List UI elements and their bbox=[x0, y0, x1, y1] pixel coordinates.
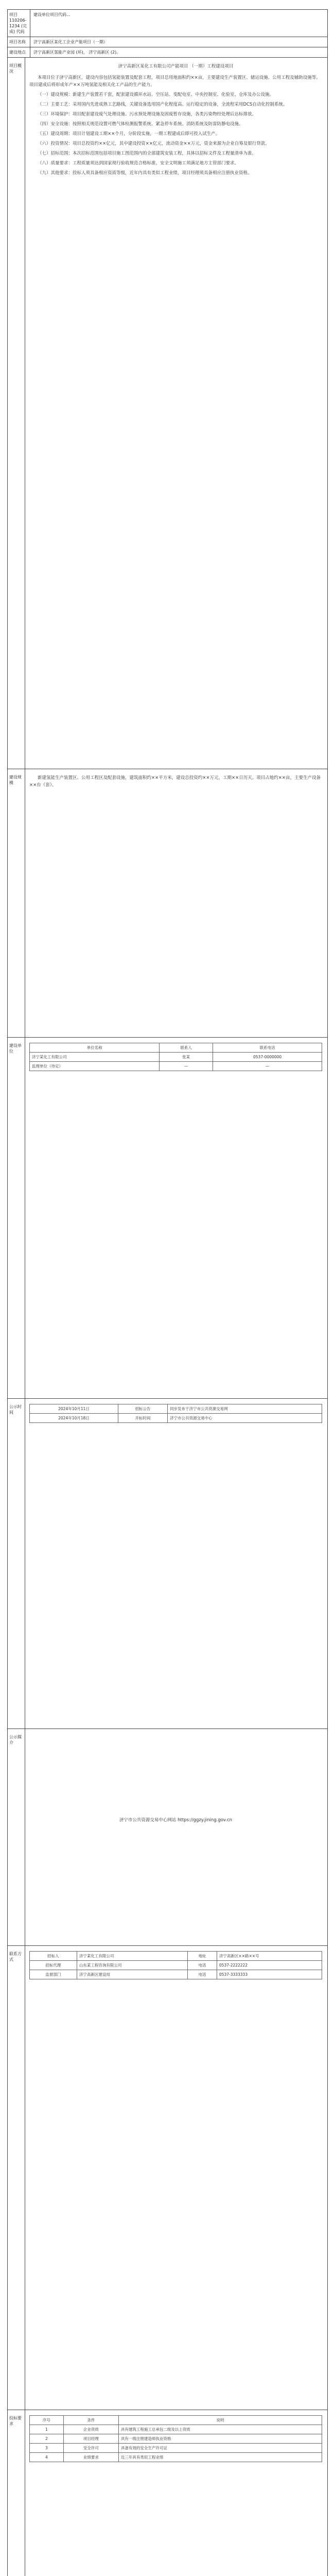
table-cell: 张某 bbox=[160, 1053, 213, 1062]
table-cell: 业绩要求 bbox=[63, 2453, 118, 2462]
table-cell: 同步发布于济宁市公共资源交易网 bbox=[168, 1404, 322, 1414]
table-row bbox=[30, 2434, 322, 2444]
table-row bbox=[30, 1952, 322, 1961]
media-link[interactable]: 济宁市公共资源交易中心网站 https://ggzy.jining.gov.cn bbox=[119, 1818, 233, 1823]
overview-section bbox=[8, 58, 327, 769]
table-cell: 济宁某化工有限公司 bbox=[77, 1952, 188, 1961]
form-table bbox=[7, 9, 328, 2576]
bid-table-header bbox=[30, 2416, 322, 2425]
bid-section bbox=[8, 2410, 327, 2576]
contact-label: 联系方式 bbox=[8, 1946, 25, 2410]
table-row bbox=[30, 1961, 322, 1970]
project-code-label: 项目 110206-1234 (完成) 代码 bbox=[8, 10, 30, 37]
table-cell: — bbox=[213, 1062, 322, 1071]
table-cell: 具有建筑工程施工总承包二级及以上资质 bbox=[118, 2425, 322, 2434]
bid-content bbox=[25, 2410, 327, 2576]
scale-section bbox=[8, 769, 327, 1038]
contact-table bbox=[29, 1951, 322, 1979]
contact-content bbox=[25, 1946, 327, 2410]
table-cell: 电话 bbox=[188, 1961, 217, 1970]
location-label: 建设地点 bbox=[8, 47, 30, 57]
time-table bbox=[29, 1404, 322, 1423]
time-label: 公示时间 bbox=[8, 1399, 25, 1728]
table-row bbox=[30, 1053, 322, 1062]
table-cell: 企业资质 bbox=[63, 2425, 118, 2434]
table-cell: 0537-0000000 bbox=[213, 1053, 322, 1062]
project-code-value: 建设单位项目代码... bbox=[33, 12, 70, 17]
org-table bbox=[29, 1043, 322, 1071]
table-row bbox=[30, 1404, 322, 1414]
table-cell: 济宁高新区××路××号 bbox=[217, 1952, 322, 1961]
table-cell: 4 bbox=[30, 2453, 64, 2462]
media-content bbox=[25, 1729, 327, 1945]
bid-col-condition: 条件 bbox=[63, 2416, 118, 2425]
media-label: 公示媒介 bbox=[8, 1729, 25, 1945]
table-row bbox=[30, 1970, 322, 1979]
table-cell: 2024年10月18日 bbox=[30, 1414, 118, 1423]
bid-label: 投标要求 bbox=[8, 2410, 25, 2576]
table-cell: 3 bbox=[30, 2444, 64, 2453]
table-cell: 安全许可 bbox=[63, 2444, 118, 2453]
overview-title: 济宁高新区某化工有限公司产能项目 （一期）工程建设项目 bbox=[118, 64, 234, 69]
table-cell: 济宁某化工有限公司 bbox=[30, 1053, 160, 1062]
org-content bbox=[25, 1038, 327, 1398]
project-name-label: 项目名称 bbox=[8, 37, 30, 47]
bid-col-note: 说明 bbox=[118, 2416, 322, 2425]
org-col-phone: 联系电话 bbox=[213, 1043, 322, 1053]
table-cell: 0537-2222222 bbox=[217, 1961, 322, 1970]
contact-section bbox=[8, 1946, 327, 2410]
overview-paragraph: （九）其他要求：投标人须具备相应资质等级，近年内具有类似工程业绩，项目经理须具备相应注册执业资格。 bbox=[38, 171, 252, 176]
overview-paragraph: 本项目位于济宁高新区，建设内容包括氢能装置及配套工程，项目总用地面积约××亩，主要建设生产装置区、储运设施、公用工程及辅助设施等。项目建成后将形成年产××万吨氢能及相关化工产品的生产能力。 bbox=[29, 75, 321, 88]
table-cell: 监督部门 bbox=[30, 1970, 77, 1979]
project-name-value: 济宁高新区某化工企业产能项目（一期） bbox=[33, 40, 108, 44]
table-cell: 招标代理 bbox=[30, 1961, 77, 1970]
table-cell: 具备有效的安全生产许可证 bbox=[118, 2444, 322, 2453]
table-cell: 近三年具有类似工程业绩 bbox=[118, 2453, 322, 2462]
overview-paragraph: （七）招标范围：本次招标范围包括项目施工图范围内的全部建筑安装工程，具体以招标文件及工程量清单为准。 bbox=[38, 151, 257, 156]
overview-paragraph: （五）建设周期：项目计划建设工期××个月，分阶段实施，一期工程建成后即可投入试生产。 bbox=[38, 131, 220, 137]
table-cell: 项目经理 bbox=[63, 2434, 118, 2444]
project-code-row bbox=[8, 10, 327, 37]
bid-table bbox=[29, 2415, 322, 2462]
scale-label: 建设规模 bbox=[8, 769, 25, 1037]
location-value: 济宁高新区氢能产业园 (环)， 济宁高新区 (2)。 bbox=[33, 50, 121, 55]
overview-paragraph: （八）质量要求：工程质量须达到国家现行验收规范合格标准，安全文明施工须满足地方主管部门要求。 bbox=[38, 161, 239, 166]
overview-paragraph: （二）主要工艺：采用国内先进成熟工艺路线，关键设备选用国产化程度高、运行稳定的设备，全流程采用DCS自动化控制系统。 bbox=[38, 102, 288, 107]
table-row bbox=[30, 1062, 322, 1071]
table-cell: 具有一级注册建造师执业资格 bbox=[118, 2434, 322, 2444]
scale-text: 新建氢能生产装置区、公用工程区及配套设施，建筑面积约××平方米，建设总投资约××万元，工期××日历天。项目占地约××亩，主要生产设备××台（套）。 bbox=[29, 775, 321, 788]
overview-label: 项目概况 bbox=[8, 58, 25, 769]
table-row bbox=[30, 2453, 322, 2462]
table-row bbox=[30, 1414, 322, 1423]
table-row bbox=[30, 2425, 322, 2434]
overview-paragraph: （四）安全设施：按照相关规范设置可燃气体检测报警系统、紧急停车系统、消防系统及防雷防静电设施。 bbox=[38, 122, 243, 127]
media-section bbox=[8, 1729, 327, 1946]
overview-paragraph: （六）投资情况：项目总投资约××亿元，其中建设投资××亿元，流动资金××万元，资金来源为企业自筹及银行贷款。 bbox=[38, 141, 270, 146]
table-cell: 2 bbox=[30, 2434, 64, 2444]
org-table-header bbox=[30, 1043, 322, 1053]
table-cell: 地址 bbox=[188, 1952, 217, 1961]
table-cell: 济宁高新区建设局 bbox=[77, 1970, 188, 1979]
table-cell: 监理单位（待定） bbox=[30, 1062, 160, 1071]
table-row bbox=[30, 2444, 322, 2453]
table-cell: 招标人 bbox=[30, 1952, 77, 1961]
project-name-row bbox=[8, 37, 327, 47]
org-section bbox=[8, 1038, 327, 1399]
org-col-name: 单位名称 bbox=[30, 1043, 160, 1053]
table-cell: 济宁市公共资源交易中心 bbox=[168, 1414, 322, 1423]
table-cell: — bbox=[160, 1062, 213, 1071]
time-section bbox=[8, 1399, 327, 1729]
location-row bbox=[8, 47, 327, 58]
table-cell: 电话 bbox=[188, 1970, 217, 1979]
table-cell: 0537-3333333 bbox=[217, 1970, 322, 1979]
table-cell: 2024年10月11日 bbox=[30, 1404, 118, 1414]
scale-content bbox=[25, 769, 327, 1037]
time-content bbox=[25, 1399, 327, 1728]
org-label: 建设单位 bbox=[8, 1038, 25, 1398]
org-col-contact: 联系人 bbox=[160, 1043, 213, 1053]
table-cell: 山东某工程咨询有限公司 bbox=[77, 1961, 188, 1970]
overview-content bbox=[25, 58, 327, 769]
table-cell: 招标公告 bbox=[118, 1404, 167, 1414]
overview-paragraph: （三）环境保护：项目配套建设废气处理设施、污水预处理设施及固废暂存设施，各类污染物经处理后达标排放。 bbox=[38, 112, 257, 117]
overview-paragraph: （一）建设规模：新建生产装置若干套，配套建设循环水站、空压站、变配电室、中央控制室、化验室、仓库及办公设施。 bbox=[38, 92, 274, 97]
table-cell: 开标时间 bbox=[118, 1414, 167, 1423]
table-cell: 1 bbox=[30, 2425, 64, 2434]
bid-col-index: 序号 bbox=[30, 2416, 64, 2425]
